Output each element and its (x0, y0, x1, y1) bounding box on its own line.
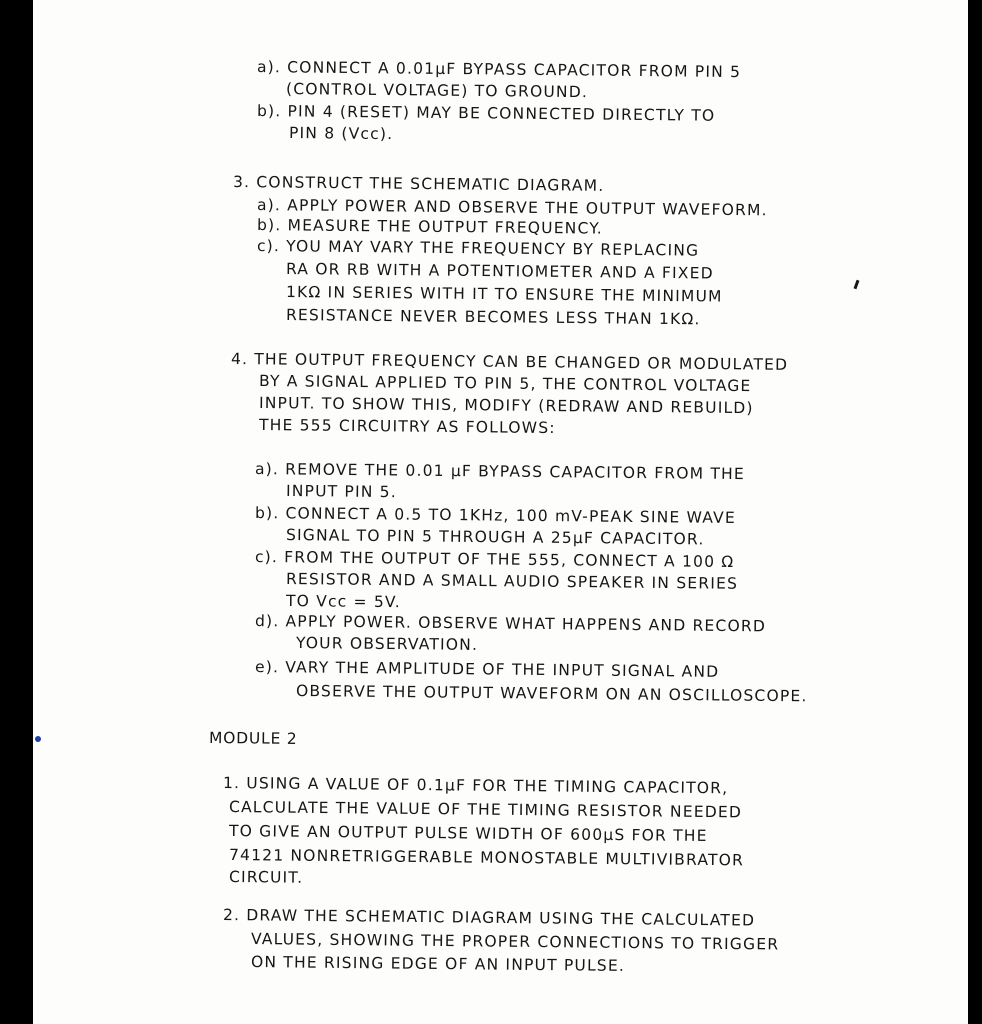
step3-item-c-line3: 1KΩ IN SERIES WITH IT TO ENSURE THE MINIMUM (285, 283, 723, 306)
step4-line4: THE 555 CIRCUITRY AS FOLLOWS: (258, 416, 556, 438)
module2-q1-line2: CALCULATE THE VALUE OF THE TIMING RESISTOR NEEDED (228, 798, 743, 822)
step4-item-d-line1: d). APPLY POWER. OBSERVE WHAT HAPPENS AND RECORD (254, 612, 767, 636)
module2-q1-line4: 74121 NONRETRIGGERABLE MONOSTABLE MULTIVIBRATOR (228, 846, 745, 870)
step4-item-b-line2: SIGNAL TO PIN 5 THROUGH A 25µF CAPACITOR. (285, 526, 705, 549)
step4-line3: INPUT. TO SHOW THIS, MODIFY (REDRAW AND REBUILD) (258, 394, 754, 418)
module2-title: MODULE 2 (208, 729, 298, 748)
step2-item-a-line1: a). CONNECT A 0.01µF BYPASS CAPACITOR FROM PIN 5 (256, 58, 742, 82)
step4-item-d-line2: YOUR OBSERVATION. (295, 634, 479, 654)
step4-line1: 4. THE OUTPUT FREQUENCY CAN BE CHANGED OR MODULATED (230, 350, 789, 374)
step2-item-b-line2: PIN 8 (Vcc). (288, 124, 394, 144)
margin-ink-dot (35, 736, 41, 742)
step3-item-c-line1: c). YOU MAY VARY THE FREQUENCY BY REPLACING (256, 237, 700, 260)
step2-item-a-line2: (CONTROL VOLTAGE) TO GROUND. (285, 80, 589, 102)
step4-item-e-line2: OBSERVE THE OUTPUT WAVEFORM ON AN OSCILLOSCOPE. (295, 682, 808, 706)
step4-item-a-line2: INPUT PIN 5. (285, 482, 397, 502)
module2-q1-line5: CIRCUIT. (228, 868, 304, 887)
step4-item-c-line1: c). FROM THE OUTPUT OF THE 555, CONNECT A 100 Ω (254, 548, 735, 572)
step3-item-a: a). APPLY POWER AND OBSERVE THE OUTPUT WAVEFORM. (256, 196, 768, 220)
module2-q2-line2: VALUES, SHOWING THE PROPER CONNECTIONS TO TRIGGER (250, 930, 780, 954)
step3-heading: 3. CONSTRUCT THE SCHEMATIC DIAGRAM. (232, 173, 605, 195)
step3-item-c-line4: RESISTANCE NEVER BECOMES LESS THAN 1KΩ. (285, 306, 701, 329)
step4-item-a-line1: a). REMOVE THE 0.01 µF BYPASS CAPACITOR FROM THE (254, 460, 746, 484)
step4-item-c-line2: RESISTOR AND A SMALL AUDIO SPEAKER IN SERIES (285, 570, 739, 593)
module2-q2-line3: ON THE RISING EDGE OF AN INPUT PULSE. (250, 953, 626, 975)
module2-q1-line1: 1. USING A VALUE OF 0.1µF FOR THE TIMING CAPACITOR, (222, 774, 729, 798)
step3-item-b: b). MEASURE THE OUTPUT FREQUENCY. (256, 216, 604, 238)
step4-item-e-line1: e). VARY THE AMPLITUDE OF THE INPUT SIGNAL AND (254, 658, 720, 681)
stray-pen-mark (854, 280, 860, 289)
step4-item-b-line1: b). CONNECT A 0.5 TO 1KHz, 100 mV-PEAK SINE WAVE (254, 504, 736, 528)
module2-q2-line1: 2. DRAW THE SCHEMATIC DIAGRAM USING THE CALCULATED (222, 906, 756, 930)
handwritten-page (33, 0, 968, 1024)
module2-q1-line3: TO GIVE AN OUTPUT PULSE WIDTH OF 600µS FOR THE (228, 822, 708, 846)
step4-line2: BY A SIGNAL APPLIED TO PIN 5, THE CONTROL VOLTAGE (258, 372, 752, 396)
step3-item-c-line2: RA OR RB WITH A POTENTIOMETER AND A FIXED (285, 260, 714, 283)
step4-item-c-line3: TO Vcc = 5V. (285, 592, 401, 612)
step2-item-b-line1: b). PIN 4 (RESET) MAY BE CONNECTED DIRECTLY TO (256, 102, 716, 125)
